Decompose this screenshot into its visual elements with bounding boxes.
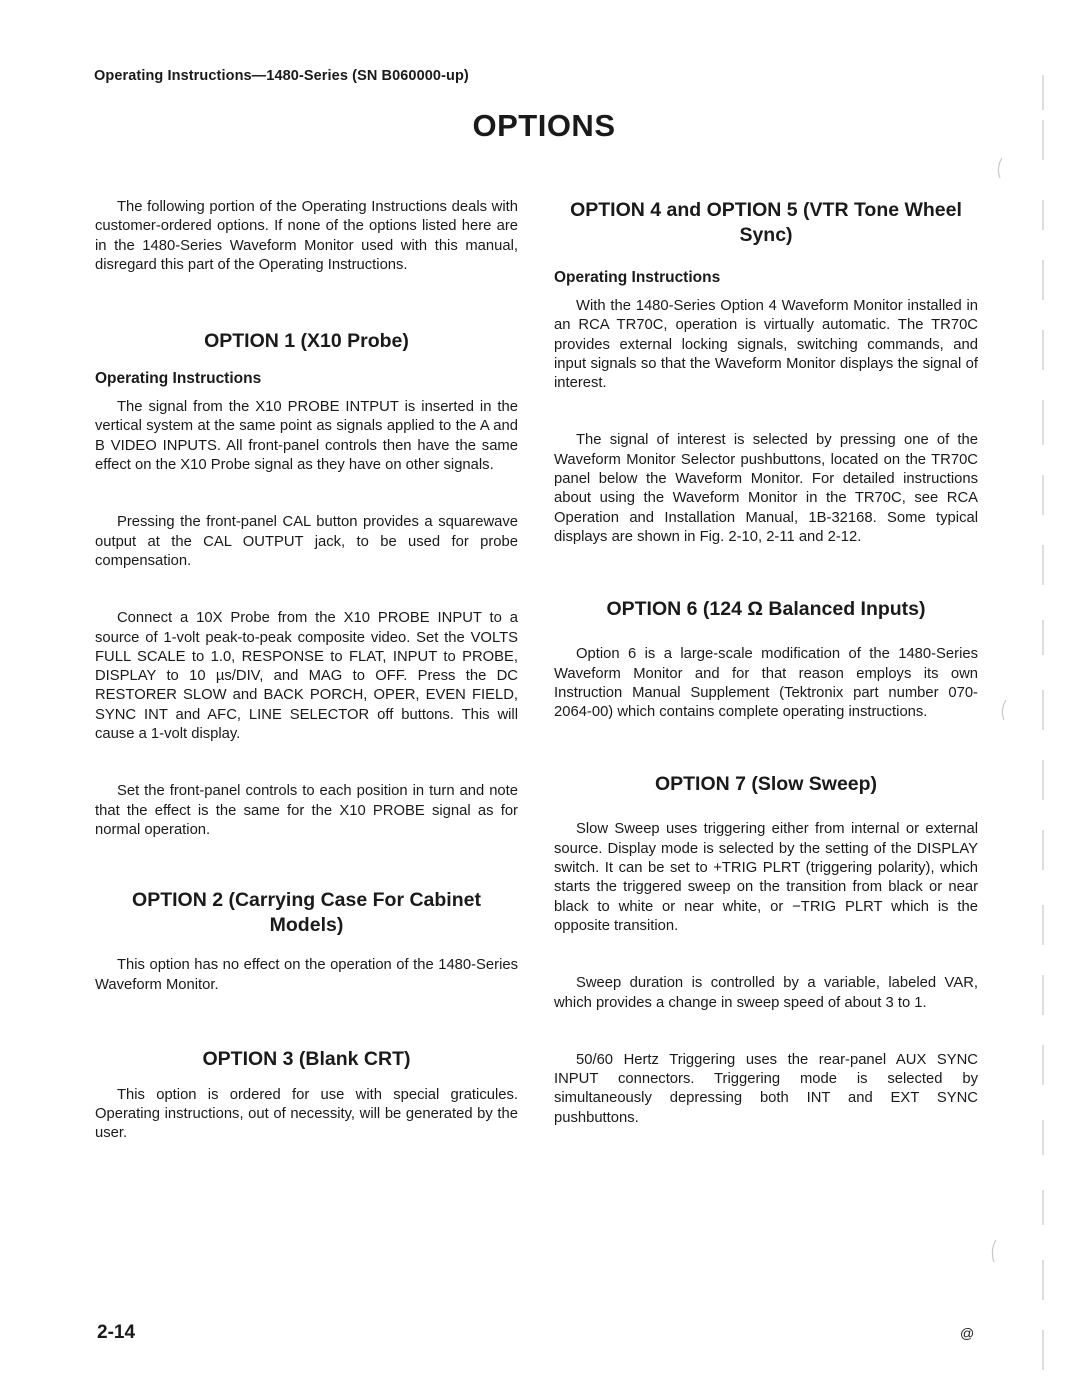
option-2-title: OPTION 2 (Carrying Case For Cabinet Models) [132, 889, 481, 937]
option-7-paragraph-3: 50/60 Hertz Triggering uses the rear-panel AUX SYNC INPUT connectors. Triggering mode is selected by simultaneously depressing both INT and EXT SYNC pushbuttons. [554, 1051, 978, 1126]
option-1-subtitle: Operating Instructions [95, 370, 262, 388]
option-1-paragraph-4: Set the front-panel controls to each position in turn and note that the effect is the same for the X10 PROBE signal as for normal operation. [95, 783, 518, 838]
option-1-paragraph-1: The signal from the X10 PROBE INTPUT is inserted in the vertical system at the same point as signals applied to the A and B VIDEO INPUTS. All front-panel controls then have the same effect on the X10 Probe signal as they have on other signals. [95, 399, 518, 474]
option-3-title: OPTION 3 (Blank CRT) [202, 1047, 411, 1070]
option-4-5-title: OPTION 4 and OPTION 5 (VTR Tone Wheel Sync) [570, 199, 962, 246]
option-6-title: OPTION 6 (124 Ω Balanced Inputs) [606, 598, 926, 621]
page-number: 2-14 [97, 1322, 136, 1343]
running-head: Operating Instructions—1480-Series (SN B060000-up) [94, 68, 469, 84]
option-6-paragraph-1: Option 6 is a large-scale modification of the 1480-Series Waveform Monitor and for that reason employs its own Instruction Manual Supplement (Tektronix part number 070-2064-00) which contains complete operating instructions. [554, 646, 978, 721]
option-1-paragraph-3: Connect a 10X Probe from the X10 PROBE INPUT to a source of 1-volt peak-to-peak composite video. Set the VOLTS FULL SCALE to 1.0, RESPONSE to FLAT, INPUT to PROBE, DISPLAY to 10 µs/DIV, and MAG to OFF. Press the DC RESTORER SLOW and BACK PORCH, OPER, EVEN FIELD, SYNC INT and AFC, LINE SELECTOR off buttons. This will cause a 1-volt display. [95, 610, 518, 743]
option-7-paragraph-2: Sweep duration is controlled by a variable, labeled VAR, which provides a change in sweep speed of about 3 to 1. [554, 975, 978, 1011]
option-7-paragraph-1: Slow Sweep uses triggering either from internal or external source. Display mode is selected by the setting of the DISPLAY switch. It can be set to +TRIG PLRT (triggering polarity), which starts the triggered sweep on the transition from black or near black to white or near white, or −TRIG PLRT which is the opposite transition. [554, 821, 978, 934]
option-4-5-paragraph-2: The signal of interest is selected by pressing one of the Waveform Monitor Selector pushbuttons, located on the TR70C panel below the Waveform Monitor. For detailed instructions about using the Waveform Monitor in the TR70C, see RCA Operation and Installation Manual, 1B-32168. Some typical displays are shown in Fig. 2-10, 2-11 and 2-12. [554, 432, 978, 545]
option-1-title: OPTION 1 (X10 Probe) [204, 330, 409, 353]
option-3-paragraph-1: This option is ordered for use with special graticules. Operating instructions, out of necessity, will be generated by the user. [95, 1086, 518, 1142]
option-4-5-subtitle: Operating Instructions [554, 269, 721, 286]
option-7-title: OPTION 7 (Slow Sweep) [654, 773, 878, 796]
option-1-paragraph-2: Pressing the front-panel CAL button provides a squarewave output at the CAL OUTPUT jack, to be used for probe compensation. [95, 514, 518, 569]
intro-paragraph: The following portion of the Operating Instructions deals with customer-ordered options. If none of the options listed here are in the 1480-Series Waveform Monitor used with this manual, disregard this part of the Operating Instructions. [95, 199, 518, 273]
copyright-mark: @ [960, 1325, 975, 1341]
option-2-paragraph-1: This option has no effect on the operation of the 1480-Series Waveform Monitor. [95, 957, 518, 993]
page-title: OPTIONS [472, 108, 616, 143]
option-4-5-paragraph-1: With the 1480-Series Option 4 Waveform Monitor installed in an RCA TR70C, operation is virtually automatic. The TR70C provides external locking signals, switching commands, and input signals so that the Waveform Monitor displays the signal of interest. [554, 298, 978, 392]
